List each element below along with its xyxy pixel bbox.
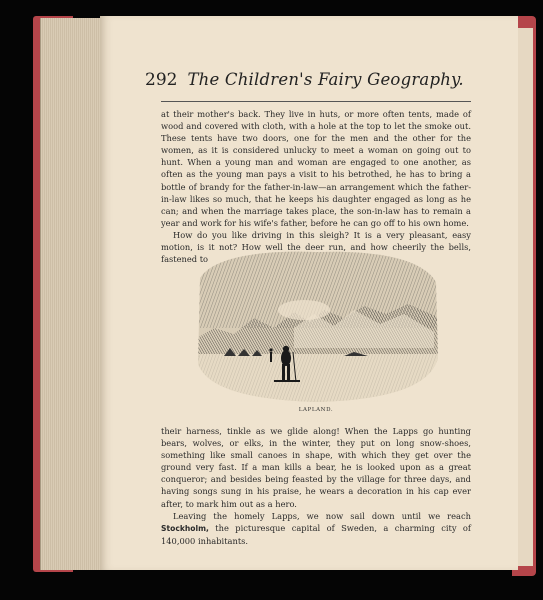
running-header <box>145 70 471 90</box>
lapland-engraving <box>194 248 440 404</box>
paragraph: their harness, tinkle as we glide along! When the Lapps go hunting bears, wolves, or elks, in the winter, they put on long snow-shoes, something like small canoes in shape, with which they get over the ground very fast. If a man kills a bear, he is looked upon as a great conqueror; and besides being feasted by the village for three days, and having songs sung in his praise, he wears a decoration in his cap ever after, to mark him out as a hero. <box>161 426 471 509</box>
paragraph: at their mother's back. They live in huts, or more often tents, made of wood and covered with cloth, with a hole at the top to let the smoke out. These tents have two doors, one for the men and the other for the women, as it is considered unlucky to meet a woman on going out to hunt. When a young man and woman are engaged to one another, as often as the young man pays a visit to his betrothed, he has to bring a bottle of brandy for the father-in-law—an arrangement which the father-in-law likes so much, that he keeps his daughter engaged as long as he can; and when the marriage takes place, the son-in-law has to remain a year and work for his wife's father, before he can go off to his own home. <box>161 109 471 228</box>
text-block-top <box>161 108 471 265</box>
book-title: The Children's Fairy Geography. <box>187 70 464 89</box>
text-block-bottom <box>161 425 471 547</box>
paragraph: How do you like driving in this sleigh? It is a very pleasant, easy motion, is it not? How well the deer run, and how cheerily the bells, fastened to <box>161 229 471 265</box>
place-name-stockholm: Stockholm, <box>161 523 209 533</box>
header-rule <box>161 101 471 102</box>
illustration-caption: LAPLAND. <box>298 407 334 413</box>
text-run: Leaving the homely Lapps, we now sail down until we reach <box>173 510 471 521</box>
page-number: 292 <box>145 70 178 90</box>
page-edges-stack <box>40 18 103 570</box>
text-run: the picturesque capital of Sweden, a charming city of 140,000 inhabitants. <box>161 522 471 546</box>
paragraph <box>161 510 471 547</box>
